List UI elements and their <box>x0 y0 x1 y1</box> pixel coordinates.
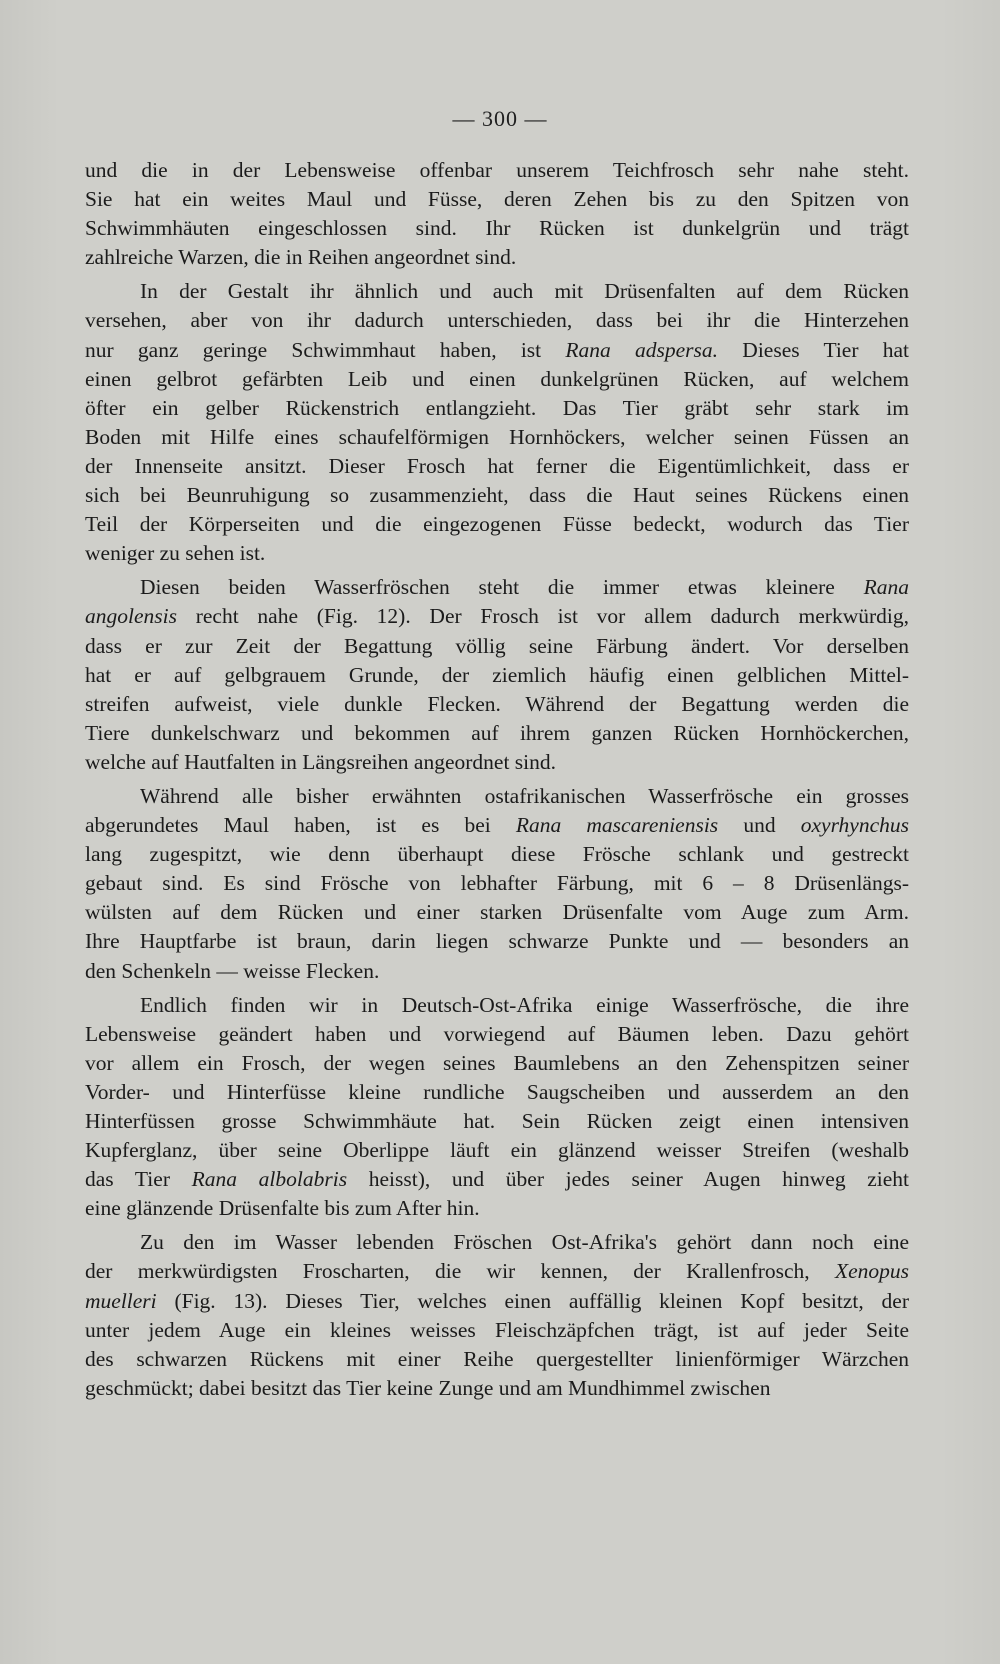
italic-species-name: Rana adspersa. <box>565 337 719 362</box>
paragraph <box>85 277 909 568</box>
text-line <box>85 1228 909 1257</box>
text-segment: abgerundetes Maul haben, ist es bei <box>85 813 516 838</box>
paragraph <box>85 991 909 1224</box>
text-line <box>85 632 909 661</box>
text-segment: Während alle bisher erwähnten ostafrikanischen Wasserfrösche ein grosses <box>140 783 909 808</box>
text-segment: Zu den im Wasser lebenden Fröschen Ost-Afrika's gehört dann noch eine <box>140 1230 909 1255</box>
text-line <box>85 1345 909 1374</box>
text-segment: Ihre Hauptfarbe ist braun, darin liegen schwarze Punkte und — besonders an <box>85 929 909 954</box>
text-segment: einen gelbrot gefärbten Leib und einen dunkelgrünen Rücken, auf welchem <box>85 366 909 391</box>
text-line <box>85 782 909 811</box>
text-segment: Tiere dunkelschwarz und bekommen auf ihrem ganzen Rücken Hornhöckerchen, <box>85 720 909 745</box>
text-line <box>85 306 909 335</box>
text-line <box>85 156 909 185</box>
page-number: — 300 — <box>452 106 548 131</box>
text-line <box>85 394 909 423</box>
text-segment: lang zugespitzt, wie denn überhaupt diese Frösche schlank und gestreckt <box>85 842 909 867</box>
text-segment: öfter ein gelber Rückenstrich entlangzieht. Das Tier gräbt sehr stark im <box>85 395 909 420</box>
text-line <box>85 957 909 986</box>
text-segment: wülsten auf dem Rücken und einer starken Drüsenfalte vom Auge zum Arm. <box>85 900 909 925</box>
text-segment: weniger zu sehen ist. <box>85 541 266 566</box>
text-line <box>85 1049 909 1078</box>
text-segment: geschmückt; dabei besitzt das Tier keine Zunge und am Mundhimmel zwischen <box>85 1375 771 1400</box>
body-text <box>85 156 909 1403</box>
text-segment: eine glänzende Drüsenfalte bis zum After hin. <box>85 1196 480 1221</box>
text-line <box>85 690 909 719</box>
italic-species-name: oxyrhynchus <box>800 813 910 838</box>
text-segment: Endlich finden wir in Deutsch-Ost-Afrika einige Wasserfrösche, die ihre <box>140 992 909 1017</box>
text-line <box>85 927 909 956</box>
text-line <box>85 1020 909 1049</box>
text-line <box>85 243 909 272</box>
text-line <box>85 1165 909 1194</box>
text-segment: Sie hat ein weites Maul und Füsse, deren Zehen bis zu den Spitzen von <box>85 187 909 212</box>
text-line <box>85 869 909 898</box>
text-segment: das Tier <box>85 1167 192 1192</box>
text-line <box>85 277 909 306</box>
text-line <box>85 1078 909 1107</box>
text-segment: Hinterfüssen grosse Schwimmhäute hat. Sein Rücken zeigt einen intensiven <box>85 1109 909 1133</box>
text-line <box>85 1374 909 1403</box>
text-line <box>85 1316 909 1345</box>
text-line <box>85 539 909 568</box>
text-segment: Vorder- und Hinterfüsse kleine rundliche Saugscheiben und ausserdem an den <box>85 1079 909 1104</box>
text-segment: sich bei Beunruhigung so zusammenzieht, dass die Haut seines Rückens einen <box>85 483 909 508</box>
italic-species-name: muelleri <box>85 1288 157 1313</box>
text-segment: hat er auf gelbgrauem Grunde, der ziemlich häufig einen gelblichen Mittel- <box>85 662 909 687</box>
text-segment: versehen, aber von ihr dadurch unterschieden, dass bei ihr die Hinterzehen <box>85 308 909 333</box>
italic-species-name: Rana albolabris <box>191 1167 348 1192</box>
text-segment: In der Gestalt ihr ähnlich und auch mit Drüsenfalten auf dem Rücken <box>140 279 909 304</box>
text-line <box>85 1194 909 1223</box>
text-segment: Teil der Körperseiten und die eingezogenen Füsse bedeckt, wodurch das Tier <box>85 512 909 537</box>
text-line <box>85 602 909 631</box>
text-segment: recht nahe (Fig. 12). Der Frosch ist vor allem dadurch merkwürdig, <box>176 604 909 629</box>
text-line <box>85 481 909 510</box>
text-segment: heisst), und über jedes seiner Augen hinweg zieht <box>347 1167 910 1192</box>
text-line <box>85 719 909 748</box>
text-line <box>85 898 909 927</box>
text-line <box>85 1107 909 1136</box>
text-segment: der merkwürdigsten Froscharten, die wir kennen, der Krallenfrosch, <box>85 1259 835 1284</box>
text-segment: dass er zur Zeit der Begattung völlig seine Färbung ändert. Vor derselben <box>85 633 909 658</box>
paragraph <box>85 573 909 777</box>
text-segment: nur ganz geringe Schwimmhaut haben, ist <box>85 337 566 362</box>
text-segment: Lebensweise geändert haben und vorwiegend auf Bäumen leben. Dazu gehört <box>85 1021 909 1046</box>
text-segment: zahlreiche Warzen, die in Reihen angeordnet sind. <box>85 245 517 270</box>
text-line <box>85 1136 909 1165</box>
text-line <box>85 336 909 365</box>
text-line <box>85 811 909 840</box>
text-segment: (Fig. 13). Dieses Tier, welches einen auffällig kleinen Kopf besitzt, der <box>156 1288 909 1313</box>
text-line <box>85 510 909 539</box>
text-line <box>85 214 909 243</box>
text-segment: welche auf Hautfalten in Längsreihen angeordnet sind. <box>85 749 557 774</box>
italic-species-name: angolensis <box>85 604 177 629</box>
paragraph <box>85 156 909 272</box>
paragraph <box>85 782 909 986</box>
text-segment: Kupferglanz, über seine Oberlippe läuft ein glänzend weisser Streifen (weshalb <box>85 1138 909 1163</box>
text-segment: Schwimmhäuten eingeschlossen sind. Ihr Rücken ist dunkelgrün und trägt <box>85 216 909 241</box>
text-line <box>85 1287 909 1316</box>
text-segment: den Schenkeln — weisse Flecken. <box>85 958 380 983</box>
paragraph <box>85 1228 909 1403</box>
text-segment: Diesen beiden Wasserfröschen steht die immer etwas kleinere <box>140 575 864 600</box>
text-segment: der Innenseite ansitzt. Dieser Frosch hat ferner die Eigentümlichkeit, dass er <box>85 453 909 478</box>
text-line <box>85 991 909 1020</box>
italic-species-name: Rana mascareniensis <box>515 813 719 838</box>
text-line <box>85 840 909 869</box>
text-line <box>85 452 909 481</box>
text-segment: Boden mit Hilfe eines schaufelförmigen Hornhöckers, welcher seinen Füssen an <box>85 424 909 449</box>
text-line <box>85 748 909 777</box>
text-line <box>85 661 909 690</box>
text-segment: gebaut sind. Es sind Frösche von lebhafter Färbung, mit 6 – 8 Drüsenlängs- <box>85 871 909 896</box>
text-line <box>85 1257 909 1286</box>
text-segment: des schwarzen Rückens mit einer Reihe quergestellter linienförmiger Wärzchen <box>85 1346 909 1371</box>
text-segment: Dieses Tier hat <box>718 337 910 362</box>
text-line <box>85 365 909 394</box>
text-segment: und die in der Lebensweise offenbar unserem Teichfrosch sehr nahe steht. <box>85 158 909 182</box>
text-segment: unter jedem Auge ein kleines weisses Fleischzäpfchen trägt, ist auf jeder Seite <box>85 1317 909 1342</box>
italic-species-name: Xenopus <box>834 1259 909 1284</box>
text-segment: streifen aufweist, viele dunkle Flecken. Während der Begattung werden die <box>85 691 909 716</box>
text-line <box>85 573 909 602</box>
text-segment: und <box>718 813 801 838</box>
text-line <box>85 185 909 214</box>
italic-species-name: Rana <box>863 575 909 600</box>
text-line <box>85 423 909 452</box>
text-segment: vor allem ein Frosch, der wegen seines Baumlebens an den Zehenspitzen seiner <box>85 1050 909 1075</box>
